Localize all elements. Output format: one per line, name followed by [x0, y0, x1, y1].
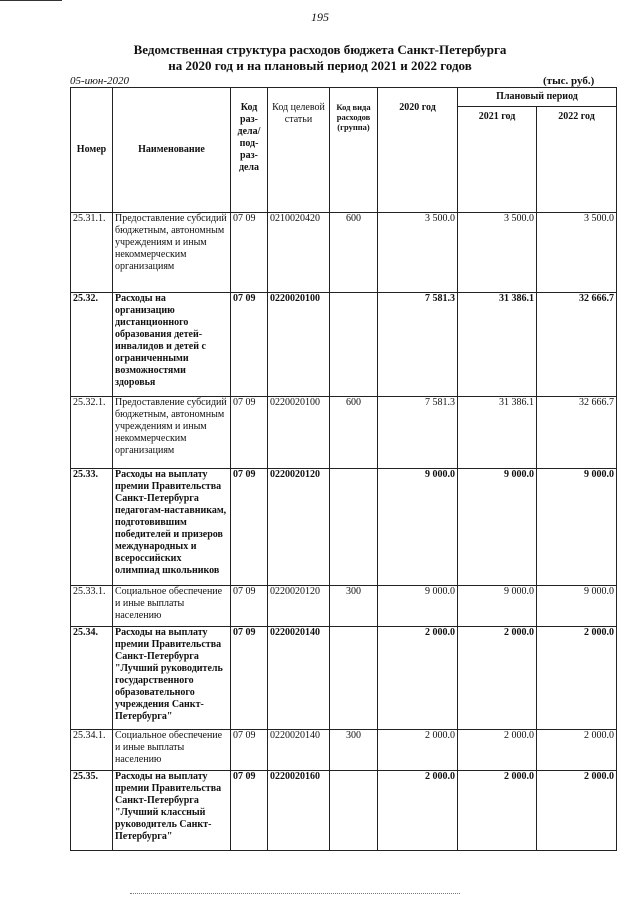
row-expense-type: 300	[330, 586, 378, 627]
row-target-code: 0220020100	[268, 397, 330, 469]
row-amount-2022: 32 666.7	[537, 293, 617, 397]
header-2022: 2022 год	[537, 107, 617, 213]
table-row	[71, 293, 617, 397]
row-name: Предоставление субсидий бюджетным, автономным учреждениям и иным некоммерческим организациям	[113, 213, 231, 293]
row-amount-2022: 2 000.0	[537, 771, 617, 851]
footer-scan-line	[130, 893, 460, 896]
row-amount-2020: 2 000.0	[378, 730, 458, 771]
units-label: (тыс. руб.)	[543, 75, 595, 87]
row-amount-2020: 3 500.0	[378, 213, 458, 293]
row-target-code: 0220020100	[268, 293, 330, 397]
row-number: 25.32.	[71, 293, 113, 397]
row-name: Расходы на выплату премии Правительства Санкт-Петербурга "Лучший классный руководитель Санкт-Петербурга"	[113, 771, 231, 851]
header-expense-type: Код вида расходов (группа)	[330, 88, 378, 213]
row-section-code: 07 09	[231, 293, 268, 397]
table-row	[71, 586, 617, 627]
row-expense-type: 300	[330, 730, 378, 771]
row-target-code: 0220020120	[268, 586, 330, 627]
row-number: 25.34.	[71, 627, 113, 730]
table-row	[71, 213, 617, 293]
header-target: Код целевой статьи	[268, 88, 330, 213]
row-amount-2022: 2 000.0	[537, 627, 617, 730]
page-number: 195	[311, 10, 329, 24]
row-section-code: 07 09	[231, 397, 268, 469]
row-amount-2021: 3 500.0	[458, 213, 537, 293]
row-expense-type	[330, 293, 378, 397]
row-amount-2021: 2 000.0	[458, 730, 537, 771]
row-amount-2020: 9 000.0	[378, 586, 458, 627]
top-rule	[0, 0, 62, 1]
row-number: 25.32.1.	[71, 397, 113, 469]
row-number: 25.33.	[71, 469, 113, 586]
table-body	[71, 213, 617, 851]
row-expense-type: 600	[330, 397, 378, 469]
row-section-code: 07 09	[231, 730, 268, 771]
header-2020: 2020 год	[378, 88, 458, 213]
header-number: Номер	[71, 88, 113, 213]
row-section-code: 07 09	[231, 213, 268, 293]
row-amount-2020: 7 581.3	[378, 397, 458, 469]
row-amount-2021: 2 000.0	[458, 771, 537, 851]
row-amount-2021: 9 000.0	[458, 469, 537, 586]
row-name: Расходы на выплату премии Правительства Санкт-Петербурга педагогам-наставникам, подготовившим победителей и призеров международных и всероссийских олимпиад школьников	[113, 469, 231, 586]
row-target-code: 0220020120	[268, 469, 330, 586]
row-expense-type	[330, 627, 378, 730]
row-expense-type	[330, 771, 378, 851]
header-2021: 2021 год	[458, 107, 537, 213]
row-amount-2021: 31 386.1	[458, 397, 537, 469]
row-target-code: 0220020160	[268, 771, 330, 851]
row-amount-2020: 2 000.0	[378, 627, 458, 730]
row-number: 25.31.1.	[71, 213, 113, 293]
table-row	[71, 730, 617, 771]
row-amount-2022: 9 000.0	[537, 586, 617, 627]
row-amount-2021: 31 386.1	[458, 293, 537, 397]
row-section-code: 07 09	[231, 469, 268, 586]
row-target-code: 0210020420	[268, 213, 330, 293]
row-expense-type	[330, 469, 378, 586]
header-name: Наименование	[113, 88, 231, 213]
table-row	[71, 397, 617, 469]
row-amount-2020: 7 581.3	[378, 293, 458, 397]
row-amount-2020: 9 000.0	[378, 469, 458, 586]
row-amount-2022: 9 000.0	[537, 469, 617, 586]
row-number: 25.34.1.	[71, 730, 113, 771]
row-name: Расходы на выплату премии Правительства Санкт-Петербурга "Лучший руководитель государственного образовательного учреждения Санкт-Петербурга"	[113, 627, 231, 730]
table-row	[71, 627, 617, 730]
title-line-1: Ведомственная структура расходов бюджета Санкт-Петербурга	[133, 42, 507, 57]
table-row	[71, 469, 617, 586]
row-amount-2021: 9 000.0	[458, 586, 537, 627]
row-name: Предоставление субсидий бюджетным, автономным учреждениям и иным некоммерческим организациям	[113, 397, 231, 469]
row-target-code: 0220020140	[268, 627, 330, 730]
header-planning-period: Плановый период	[458, 88, 617, 107]
row-number: 25.33.1.	[71, 586, 113, 627]
row-name: Расходы на организацию дистанционного образования детей-инвалидов и детей с ограниченными возможностями здоровья	[113, 293, 231, 397]
row-expense-type: 600	[330, 213, 378, 293]
table-row	[71, 771, 617, 851]
row-name: Социальное обеспечение и иные выплаты населению	[113, 730, 231, 771]
row-amount-2021: 2 000.0	[458, 627, 537, 730]
row-section-code: 07 09	[231, 771, 268, 851]
row-amount-2020: 2 000.0	[378, 771, 458, 851]
row-section-code: 07 09	[231, 586, 268, 627]
row-amount-2022: 32 666.7	[537, 397, 617, 469]
row-section-code: 07 09	[231, 627, 268, 730]
row-target-code: 0220020140	[268, 730, 330, 771]
row-name: Социальное обеспечение и иные выплаты населению	[113, 586, 231, 627]
row-amount-2022: 3 500.0	[537, 213, 617, 293]
document-title	[0, 42, 640, 74]
row-amount-2022: 2 000.0	[537, 730, 617, 771]
title-line-2: на 2020 год и на плановый период 2021 и 2022 годов	[168, 58, 472, 73]
row-number: 25.35.	[71, 771, 113, 851]
budget-table	[70, 87, 617, 851]
header-section: Код раз-дела/ под-раз-дела	[231, 88, 268, 213]
document-date: 05-июн-2020	[70, 75, 130, 87]
